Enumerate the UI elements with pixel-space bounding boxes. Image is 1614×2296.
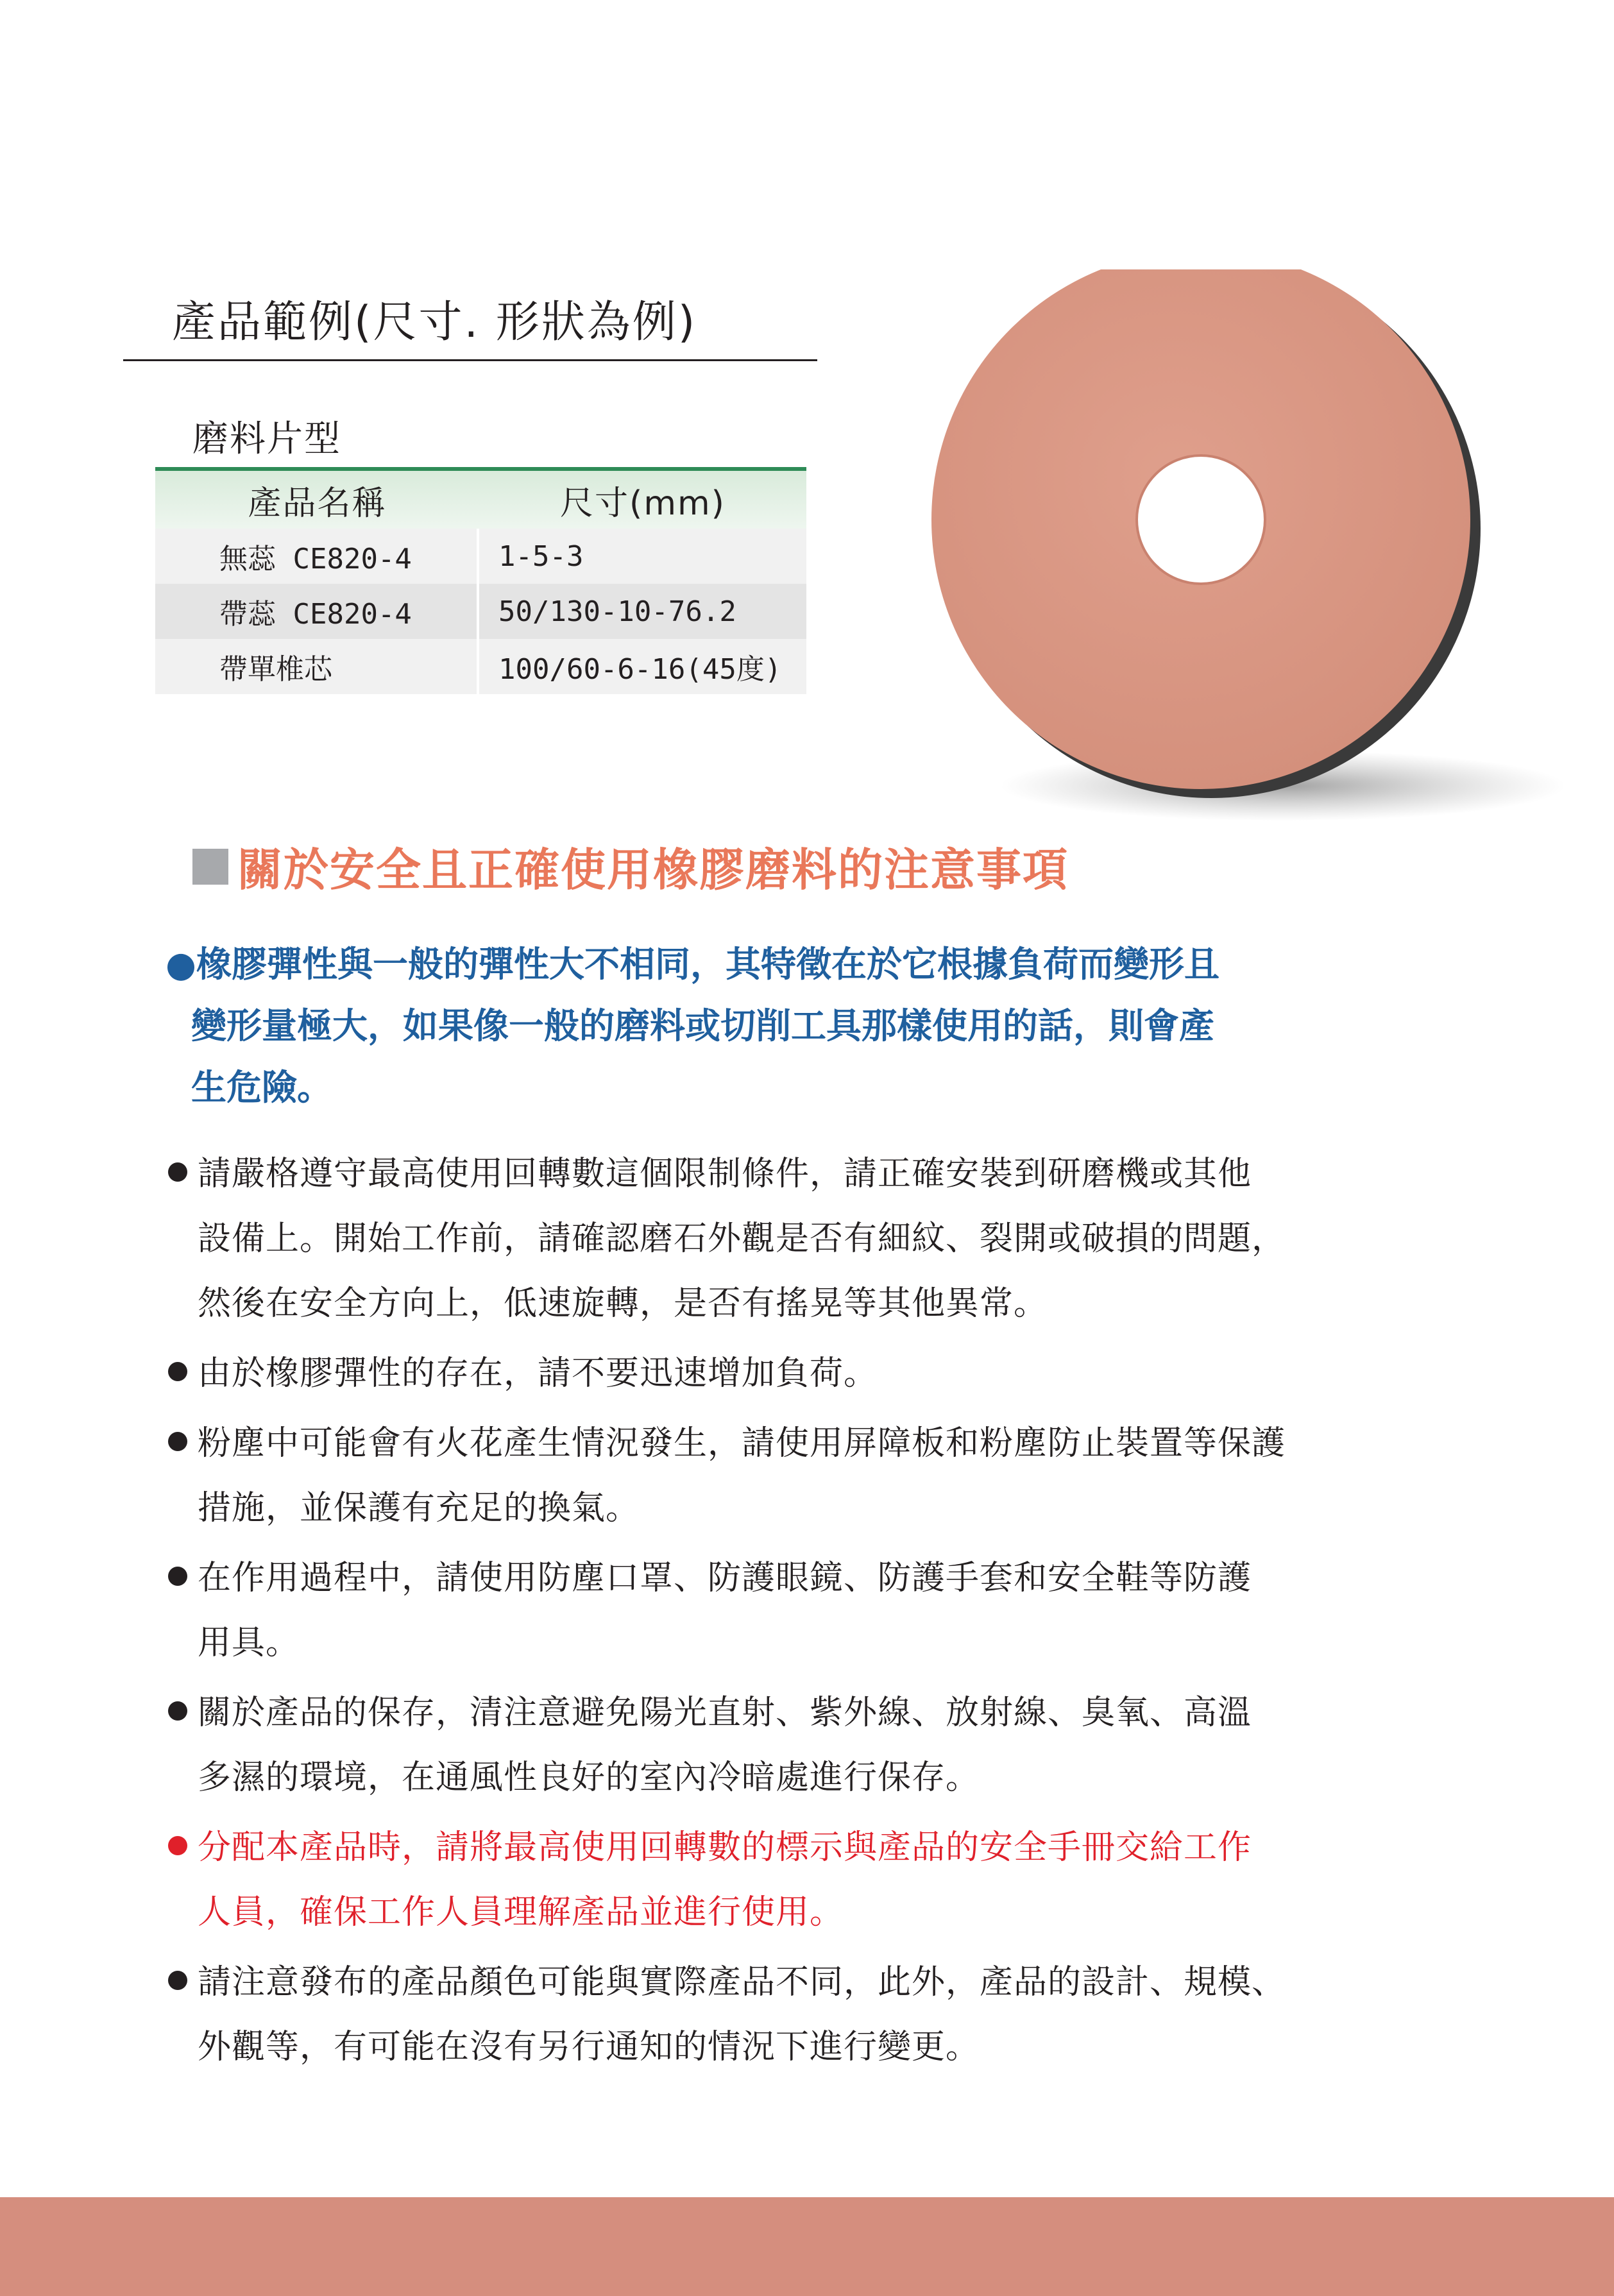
list-item [166,1681,1513,1810]
list-item-line: 在作用過程中，請使用防塵口罩、防護眼鏡、防護手套和安全鞋等防護 [198,1559,1252,1597]
product-name-cell: 帶蕊 CE820-4 [155,584,479,639]
bullet-icon [168,1701,187,1721]
list-item [166,1341,1513,1406]
list-item-line: 用具。 [198,1624,300,1662]
bullet-icon [168,1432,187,1451]
list-item-line: 關於產品的保存，清注意避免陽光直射、紫外線、放射線、臭氧、高溫 [198,1694,1252,1732]
bullet-icon [168,1567,187,1586]
list-item-line: 請注意發布的產品顏色可能與實際產品不同，此外，產品的設計、規模、 [198,1963,1286,2002]
product-wheel-image [924,269,1604,847]
bullet-icon [168,1362,187,1381]
list-item-line: 然後在安全方向上，低速旋轉，是否有搖晃等其他異常。 [198,1284,1048,1323]
spec-table [155,467,806,694]
list-item-line: 分配本產品時，請將最高使用回轉數的標示與產品的安全手冊交給工作 [198,1828,1252,1867]
title-divider [123,359,817,361]
intro-line: 變形量極大，如果像一般的磨料或切削工具那樣使用的話，則會產 [191,1005,1215,1046]
table-row [155,584,806,639]
bullet-icon [168,1836,187,1855]
product-size-cell: 50/130-10-76.2 [498,595,736,628]
column-header-name: 產品名稱 [248,484,387,523]
table-row [155,529,806,584]
product-name-cell: 帶單椎芯 [155,639,479,694]
list-item-line: 措施，並保護有充足的換氣。 [198,1489,640,1527]
product-size-cell: 100/60-6-16(45度) [498,653,782,686]
list-item-warning [166,1816,1513,1945]
intro-paragraph [166,933,1461,1118]
bullet-icon [168,1971,187,1990]
table-caption: 磨料片型 [192,418,341,460]
list-item-line: 人員，確保工作人員理解產品並進行使用。 [198,1893,844,1932]
bullet-icon [168,1162,187,1182]
section-heading-text: 關於安全且正確使用橡膠磨料的注意事項 [237,843,1069,896]
precaution-list [166,1142,1513,2085]
section-heading [192,834,1069,899]
list-item-line: 設備上。開始工作前，請確認磨石外觀是否有細紋、裂開或破損的問題， [198,1220,1286,1258]
product-name-cell: 無蕊 CE820-4 [155,529,479,584]
list-item [166,1546,1513,1676]
list-item-line: 外觀等，有可能在沒有另行通知的情況下進行變更。 [198,2028,980,2066]
heading-square-icon [192,849,228,885]
product-size-cell: 1-5-3 [498,540,584,573]
intro-line: ●橡膠彈性與一般的彈性大不相同，其特徵在於它根據負荷而變形且 [166,944,1219,985]
list-item-line: 由於橡膠彈性的存在，請不要迅速增加負荷。 [198,1354,878,1393]
list-item-line: 多濕的環境，在通風性良好的室內冷暗處進行保存。 [198,1758,980,1797]
table-header-row [155,467,806,529]
list-item [166,1142,1513,1336]
footer-band [0,2197,1614,2296]
list-item [166,1950,1513,2080]
list-item-line: 請嚴格遵守最高使用回轉數這個限制條件，請正確安裝到研磨機或其他 [198,1155,1252,1193]
table-row [155,639,806,694]
list-item-line: 粉塵中可能會有火花產生情況發生，請使用屏障板和粉塵防止裝置等保護 [198,1424,1286,1463]
page-title: 產品範例(尺寸. 形狀為例) [172,297,697,348]
list-item [166,1411,1513,1541]
table-body [155,529,806,694]
column-header-size: 尺寸(mm) [560,484,726,523]
intro-line: 生危險。 [191,1067,333,1108]
